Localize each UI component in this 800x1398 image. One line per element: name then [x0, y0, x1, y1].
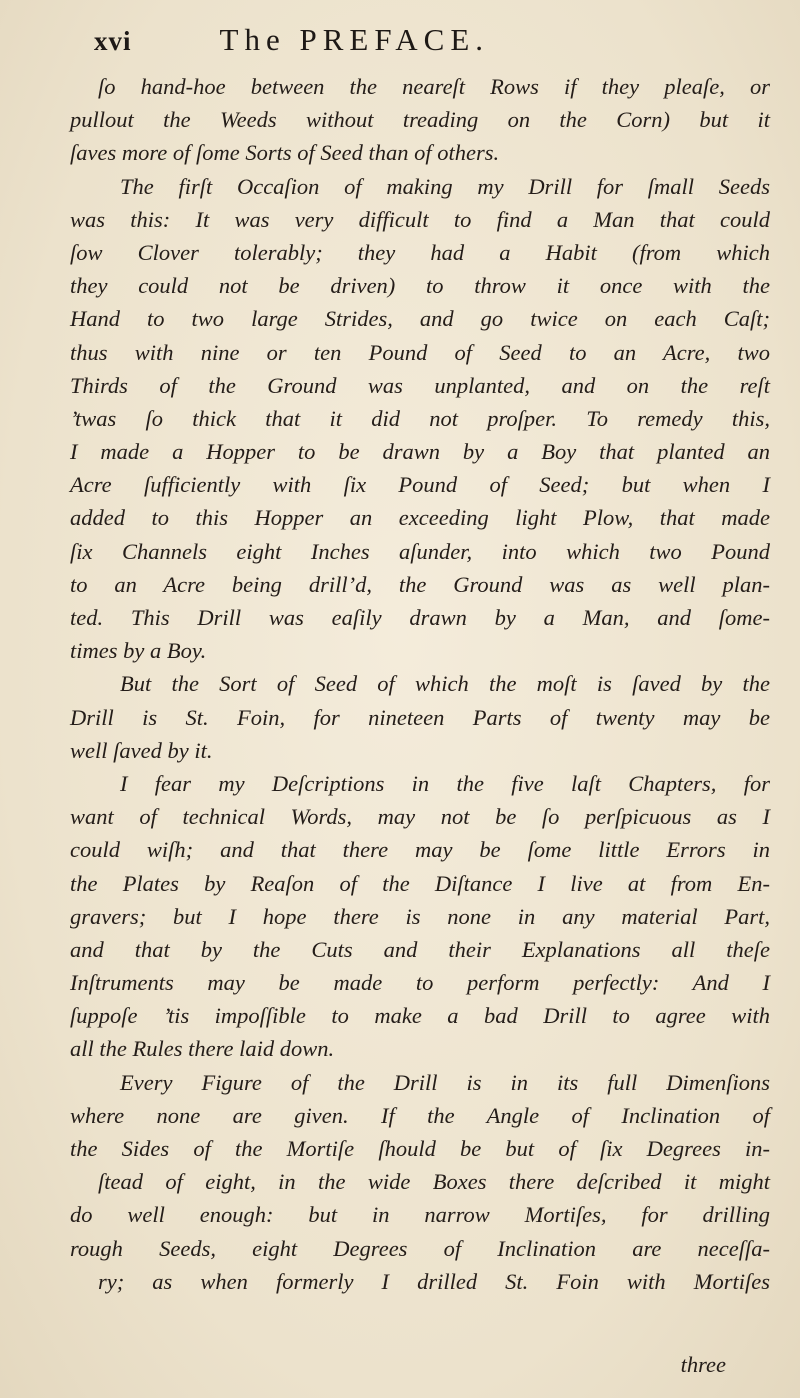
text-line: added to this Hopper an exceeding light Plow, that made	[70, 505, 770, 531]
text-line: Thirds of the Ground was unplanted, and on the reſt	[70, 372, 770, 398]
text-line: could wiſh; and that there may be ſome little Errors in	[70, 837, 770, 863]
text-line: ſtead of eight, in the wide Boxes there deſcribed it might	[98, 1169, 770, 1195]
text-line: The firſt Occaſion of making my Drill for ſmall Seeds	[120, 173, 770, 199]
text-line: want of technical Words, may not be ſo perſpicuous as I	[70, 804, 770, 830]
text-line: rough Seeds, eight Degrees of Inclination are neceſſa-	[70, 1235, 770, 1261]
page-number: xvi	[94, 26, 132, 56]
text-line: well ſaved by it.	[70, 737, 213, 763]
page-header	[94, 22, 740, 62]
text-line: they could not be driven) to throw it once with the	[70, 273, 770, 299]
text-line: Inſtruments may be made to perform perfectly: And I	[70, 970, 770, 996]
text-line: Drill is St. Foin, for nineteen Parts of twenty may be	[70, 704, 770, 730]
text-line: the Plates by Reaſon of the Diſtance I live at from En-	[70, 870, 770, 896]
text-line: where none are given. If the Angle of Inclination of	[70, 1102, 770, 1128]
body-text	[70, 70, 770, 1298]
text-line: But the Sort of Seed of which the moſt is ſaved by the	[120, 671, 770, 697]
text-line: I made a Hopper to be drawn by a Boy that planted an	[70, 439, 770, 465]
text-line: all the Rules there laid down.	[70, 1036, 335, 1062]
text-line: ſo hand-hoe between the neareſt Rows if they pleaſe, or	[98, 74, 770, 99]
text-line: ſix Channels eight Inches aſunder, into which two Pound	[70, 538, 770, 564]
text-line: ſuppoſe ’tis impoſſible to make a bad Drill to agree with	[70, 1003, 770, 1029]
text-line: ted. This Drill was eaſily drawn by a Man, and ſome-	[70, 605, 770, 630]
text-line: and that by the Cuts and their Explanations all theſe	[70, 936, 770, 962]
text-line: Every Figure of the Drill is in its full Dimenſions	[120, 1069, 770, 1095]
text-line: ſaves more of ſome Sorts of Seed than of others.	[70, 140, 500, 166]
text-line: I fear my Deſcriptions in the five laſt Chapters, for	[120, 770, 770, 796]
running-title: The PREFACE.	[219, 22, 490, 57]
text-line: Acre ſufficiently with ſix Pound of Seed; but when I	[70, 472, 770, 498]
text-line: gravers; but I hope there is none in any material Part,	[70, 903, 770, 929]
text-line: do well enough: but in narrow Mortiſes, for drilling	[70, 1202, 770, 1228]
text-line: ry; as when formerly I drilled St. Foin with Mortiſes	[98, 1268, 770, 1294]
text-line: to an Acre being drill’d, the Ground was as well plan-	[70, 571, 770, 597]
text-line: pullout the Weeds without treading on the Corn) but it	[70, 107, 770, 133]
text-line: ’twas ſo thick that it did not proſper. To remedy this,	[70, 405, 770, 431]
text-line: was this: It was very difficult to find a Man that could	[70, 206, 770, 232]
text-line: ſow Clover tolerably; they had a Habit (from which	[70, 239, 770, 265]
text-line: thus with nine or ten Pound of Seed to an Acre, two	[70, 339, 770, 365]
catchword: three	[680, 1352, 726, 1377]
text-line: times by a Boy.	[70, 638, 207, 664]
text-line: the Sides of the Mortiſe ſhould be but of ſix Degrees in-	[70, 1136, 770, 1161]
text-line: Hand to two large Strides, and go twice on each Caſt;	[70, 306, 770, 332]
